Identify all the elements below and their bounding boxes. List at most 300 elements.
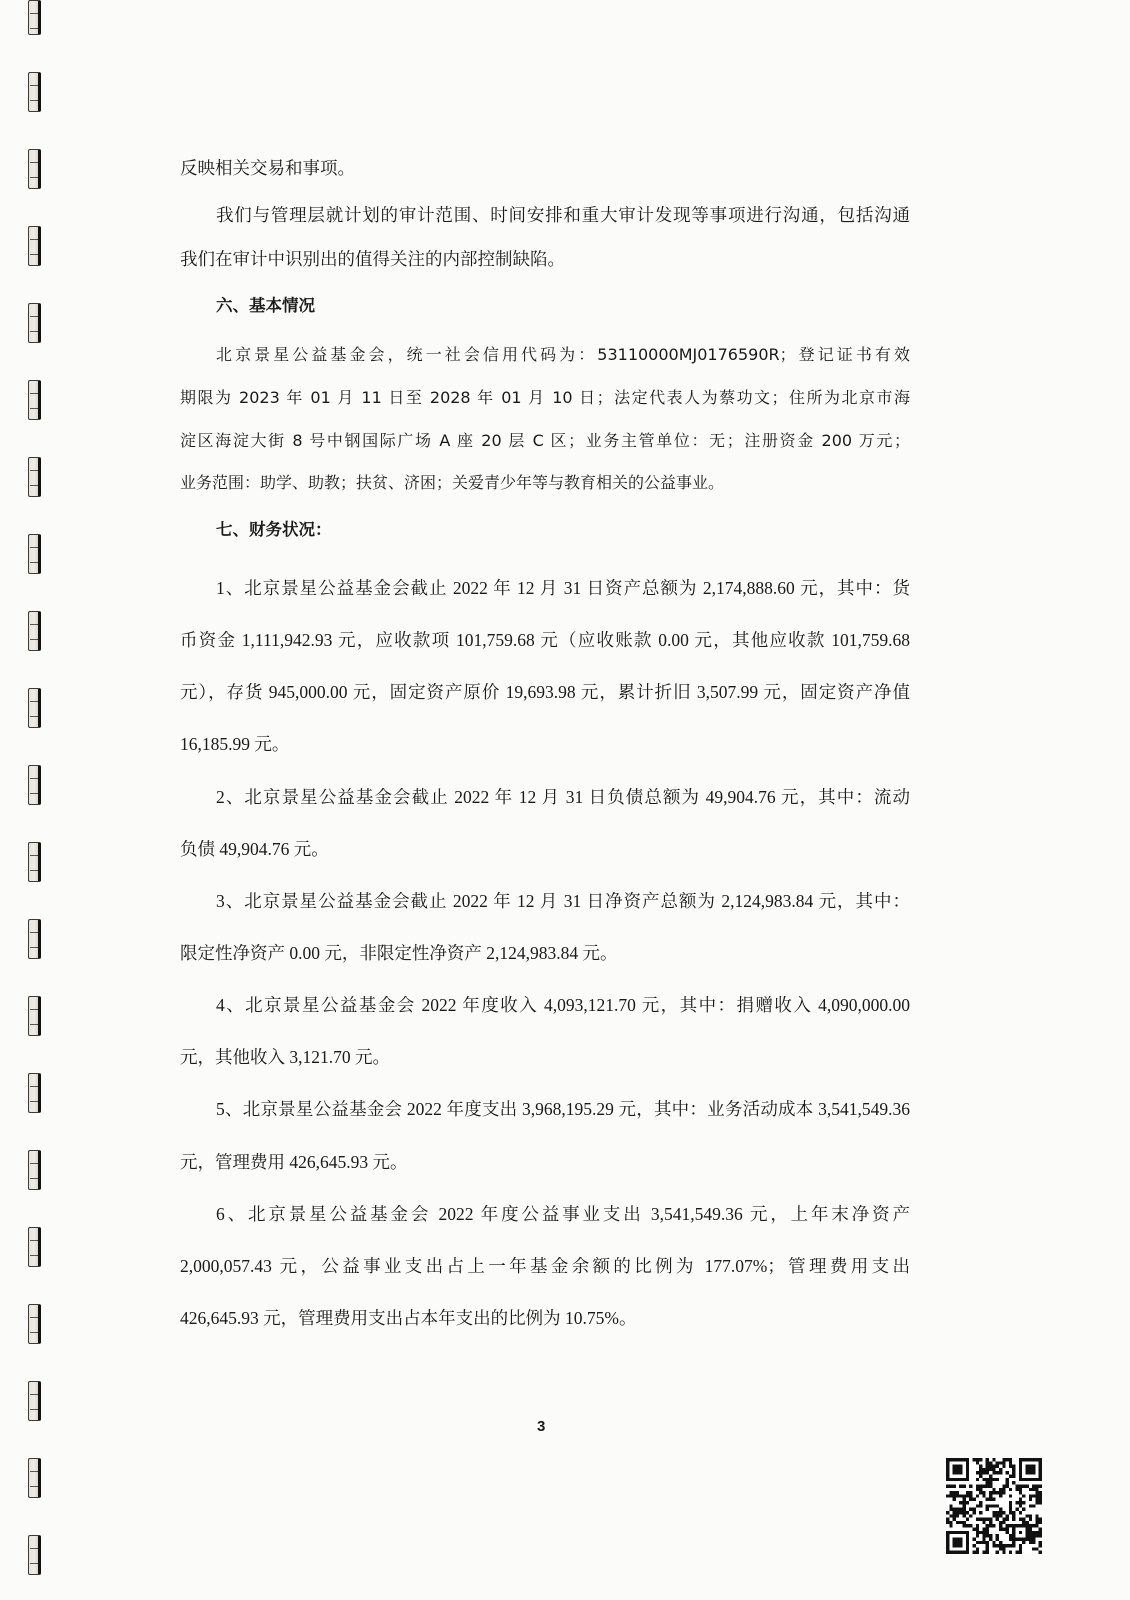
qr-module	[953, 1478, 956, 1481]
binding-hole-icon	[28, 611, 41, 651]
qr-module	[1025, 1478, 1028, 1481]
text-line: 16,185.99 元。	[180, 734, 290, 754]
qr-module	[986, 1465, 989, 1468]
qr-module	[956, 1531, 959, 1534]
qr-module	[1029, 1537, 1032, 1540]
qr-module	[959, 1551, 962, 1554]
qr-module	[1025, 1471, 1028, 1474]
qr-module	[959, 1531, 962, 1534]
qr-module	[963, 1504, 966, 1507]
qr-module	[1035, 1494, 1038, 1497]
qr-module	[956, 1508, 959, 1511]
text-line: 元，其他收入 3,121.70 元。	[180, 1047, 390, 1067]
qr-module	[1009, 1501, 1012, 1504]
qr-module	[1012, 1518, 1015, 1521]
qr-module	[946, 1511, 949, 1514]
qr-module	[1029, 1458, 1032, 1461]
qr-module	[1032, 1458, 1035, 1461]
qr-module	[1002, 1518, 1005, 1521]
qr-module	[1032, 1471, 1035, 1474]
qr-module	[1019, 1518, 1022, 1521]
binding-hole-icon	[28, 72, 41, 112]
qr-module	[972, 1508, 975, 1511]
qr-module	[1039, 1458, 1042, 1461]
qr-module	[989, 1475, 992, 1478]
qr-module	[1012, 1475, 1015, 1478]
qr-module	[1039, 1494, 1042, 1497]
qr-module	[992, 1541, 995, 1544]
qr-module	[992, 1478, 995, 1481]
qr-module	[986, 1534, 989, 1537]
qr-module	[976, 1518, 979, 1521]
qr-module	[992, 1471, 995, 1474]
qr-module	[979, 1491, 982, 1494]
qr-module	[953, 1544, 956, 1547]
qr-module	[1035, 1518, 1038, 1521]
qr-module	[1022, 1524, 1025, 1527]
qr-module	[1032, 1488, 1035, 1491]
qr-module	[1022, 1541, 1025, 1544]
qr-module	[1035, 1484, 1038, 1487]
qr-module	[969, 1491, 972, 1494]
qr-module	[999, 1468, 1002, 1471]
qr-module	[972, 1458, 975, 1461]
qr-module	[976, 1524, 979, 1527]
qr-module	[996, 1504, 999, 1507]
qr-module	[982, 1521, 985, 1524]
qr-module	[1039, 1501, 1042, 1504]
qr-module	[1016, 1508, 1019, 1511]
qr-module	[1022, 1478, 1025, 1481]
qr-module	[1029, 1465, 1032, 1468]
qr-module	[956, 1478, 959, 1481]
qr-module	[953, 1458, 956, 1461]
qr-module	[963, 1551, 966, 1554]
qr-module	[959, 1501, 962, 1504]
qr-module	[1039, 1461, 1042, 1464]
qr-module	[1006, 1514, 1009, 1517]
qr-module	[949, 1491, 952, 1494]
qr-module	[963, 1511, 966, 1514]
qr-module	[1012, 1471, 1015, 1474]
qr-module	[996, 1518, 999, 1521]
qr-module	[956, 1521, 959, 1524]
qr-module	[963, 1458, 966, 1461]
qr-module	[1032, 1478, 1035, 1481]
qr-module	[969, 1508, 972, 1511]
qr-module	[1012, 1541, 1015, 1544]
qr-module	[1032, 1494, 1035, 1497]
qr-module	[946, 1521, 949, 1524]
qr-module	[1006, 1524, 1009, 1527]
binding-hole-icon	[28, 1304, 41, 1344]
qr-module	[946, 1461, 949, 1464]
qr-module	[1029, 1528, 1032, 1531]
qr-module	[963, 1521, 966, 1524]
qr-module	[953, 1498, 956, 1501]
qr-module	[976, 1528, 979, 1531]
qr-module	[956, 1511, 959, 1514]
qr-module	[949, 1514, 952, 1517]
qr-module	[946, 1465, 949, 1468]
qr-module	[1009, 1504, 1012, 1507]
qr-module	[1029, 1494, 1032, 1497]
qr-module	[999, 1471, 1002, 1474]
qr-module	[959, 1478, 962, 1481]
qr-module	[1022, 1518, 1025, 1521]
qr-module	[1039, 1521, 1042, 1524]
qr-module	[946, 1544, 949, 1547]
qr-module	[1002, 1491, 1005, 1494]
qr-module	[986, 1478, 989, 1481]
qr-module	[1035, 1514, 1038, 1517]
qr-module	[1019, 1471, 1022, 1474]
qr-module	[966, 1478, 969, 1481]
page-number: 3	[537, 1418, 546, 1435]
qr-module	[1002, 1484, 1005, 1487]
qr-module	[986, 1471, 989, 1474]
qr-module	[1006, 1518, 1009, 1521]
binding-hole-icon	[28, 1150, 41, 1190]
qr-module	[963, 1531, 966, 1534]
qr-module	[986, 1551, 989, 1554]
text-line: 元），存货 945,000.00 元，固定资产原价 19,693.98 元，累计折旧 3,507.99 元，固定资产净值	[180, 682, 910, 702]
qr-module	[1002, 1465, 1005, 1468]
qr-module	[992, 1465, 995, 1468]
text-line: 期限为 2023 年 01 月 11 日至 2028 年 01 月 10 日；法定代表人为蔡功文；住所为北京市海	[180, 388, 910, 407]
qr-module	[999, 1544, 1002, 1547]
qr-module	[979, 1484, 982, 1487]
qr-module	[1012, 1531, 1015, 1534]
qr-module	[1006, 1484, 1009, 1487]
qr-module	[953, 1484, 956, 1487]
qr-module	[989, 1494, 992, 1497]
qr-module	[1025, 1528, 1028, 1531]
qr-module	[959, 1471, 962, 1474]
qr-module	[1019, 1488, 1022, 1491]
qr-module	[963, 1484, 966, 1487]
qr-module	[1016, 1524, 1019, 1527]
qr-module	[956, 1471, 959, 1474]
qr-module	[986, 1518, 989, 1521]
qr-module	[1039, 1518, 1042, 1521]
qr-module	[969, 1494, 972, 1497]
qr-module	[959, 1484, 962, 1487]
qr-code-icon	[945, 1458, 1043, 1554]
qr-module	[969, 1524, 972, 1527]
qr-module	[969, 1514, 972, 1517]
binding-hole-icon	[28, 303, 41, 343]
qr-module	[999, 1488, 1002, 1491]
text-line: 币资金 1,111,942.93 元，应收款项 101,759.68 元（应收账款 0.00 元，其他应收款 101,759.68	[180, 630, 910, 650]
qr-module	[1019, 1531, 1022, 1534]
qr-module	[1019, 1468, 1022, 1471]
qr-module	[956, 1468, 959, 1471]
qr-module	[1012, 1481, 1015, 1484]
qr-module	[1032, 1468, 1035, 1471]
qr-module	[1002, 1511, 1005, 1514]
binding-hole-icon	[28, 1227, 41, 1267]
qr-module	[1039, 1498, 1042, 1501]
qr-module	[966, 1537, 969, 1540]
qr-module	[966, 1501, 969, 1504]
qr-module	[996, 1514, 999, 1517]
qr-module	[1035, 1488, 1038, 1491]
qr-module	[946, 1475, 949, 1478]
qr-module	[1002, 1488, 1005, 1491]
qr-module	[1035, 1534, 1038, 1537]
qr-module	[992, 1511, 995, 1514]
qr-module	[976, 1551, 979, 1554]
qr-module	[946, 1468, 949, 1471]
qr-module	[979, 1471, 982, 1474]
qr-module	[992, 1524, 995, 1527]
qr-module	[1025, 1534, 1028, 1537]
qr-module	[976, 1534, 979, 1537]
qr-module	[1019, 1475, 1022, 1478]
qr-module	[989, 1461, 992, 1464]
qr-module	[999, 1541, 1002, 1544]
text-line: 限定性净资产 0.00 元，非限定性净资产 2,124,983.84 元。	[180, 943, 618, 963]
qr-module	[1016, 1537, 1019, 1540]
qr-module	[966, 1551, 969, 1554]
qr-module	[1032, 1547, 1035, 1550]
qr-module	[1039, 1551, 1042, 1554]
qr-module	[1025, 1531, 1028, 1534]
qr-module	[1009, 1508, 1012, 1511]
qr-module	[1019, 1544, 1022, 1547]
qr-module	[1022, 1501, 1025, 1504]
qr-module	[1002, 1461, 1005, 1464]
qr-module	[1032, 1534, 1035, 1537]
qr-module	[999, 1461, 1002, 1464]
qr-module	[959, 1521, 962, 1524]
qr-module	[1032, 1465, 1035, 1468]
qr-module	[966, 1547, 969, 1550]
qr-module	[1029, 1471, 1032, 1474]
qr-module	[1006, 1471, 1009, 1474]
qr-module	[986, 1524, 989, 1527]
qr-module	[976, 1504, 979, 1507]
text-line: 3、北京景星公益基金会截止 2022 年 12 月 31 日净资产总额为 2,124,983.84 元，其中：	[216, 891, 910, 911]
qr-module	[989, 1534, 992, 1537]
qr-module	[1019, 1478, 1022, 1481]
binding-hole-icon	[28, 1535, 41, 1575]
qr-module	[989, 1524, 992, 1527]
binding-hole-icon	[28, 1073, 41, 1113]
qr-module	[989, 1465, 992, 1468]
qr-module	[1022, 1458, 1025, 1461]
qr-module	[959, 1537, 962, 1540]
qr-module	[1039, 1544, 1042, 1547]
binding-hole-icon	[28, 996, 41, 1036]
qr-module	[966, 1541, 969, 1544]
text-line: 反映相关交易和事项。	[180, 158, 355, 178]
qr-module	[982, 1518, 985, 1521]
qr-module	[1009, 1488, 1012, 1491]
qr-module	[1006, 1544, 1009, 1547]
qr-module	[976, 1541, 979, 1544]
qr-module	[1032, 1504, 1035, 1507]
qr-module	[979, 1465, 982, 1468]
qr-module	[959, 1541, 962, 1544]
qr-module	[1039, 1484, 1042, 1487]
qr-module	[949, 1504, 952, 1507]
qr-module	[1019, 1511, 1022, 1514]
qr-module	[989, 1518, 992, 1521]
binding-hole-icon	[28, 765, 41, 805]
qr-module	[999, 1508, 1002, 1511]
qr-module	[1025, 1484, 1028, 1487]
qr-module	[979, 1468, 982, 1471]
qr-module	[979, 1504, 982, 1507]
qr-module	[1009, 1551, 1012, 1554]
qr-module	[976, 1461, 979, 1464]
qr-module	[1019, 1547, 1022, 1550]
binding-hole-icon	[28, 226, 41, 266]
text-line: 元，管理费用 426,645.93 元。	[180, 1152, 408, 1172]
qr-module	[982, 1491, 985, 1494]
qr-module	[1029, 1468, 1032, 1471]
qr-module	[1002, 1458, 1005, 1461]
qr-module	[1035, 1491, 1038, 1494]
qr-module	[966, 1524, 969, 1527]
qr-module	[972, 1498, 975, 1501]
qr-module	[972, 1537, 975, 1540]
qr-module	[949, 1458, 952, 1461]
qr-module	[1032, 1531, 1035, 1534]
qr-module	[946, 1534, 949, 1537]
qr-module	[956, 1491, 959, 1494]
qr-module	[956, 1537, 959, 1540]
qr-module	[1039, 1541, 1042, 1544]
qr-module	[1025, 1468, 1028, 1471]
qr-module	[1022, 1508, 1025, 1511]
qr-module	[996, 1534, 999, 1537]
qr-module	[989, 1468, 992, 1471]
qr-module	[976, 1494, 979, 1497]
qr-module	[986, 1544, 989, 1547]
qr-module	[956, 1514, 959, 1517]
qr-module	[1019, 1498, 1022, 1501]
qr-module	[972, 1551, 975, 1554]
qr-module	[946, 1537, 949, 1540]
qr-module	[946, 1551, 949, 1554]
qr-module	[1012, 1528, 1015, 1531]
qr-module	[986, 1461, 989, 1464]
qr-module	[966, 1511, 969, 1514]
qr-module	[966, 1518, 969, 1521]
qr-module	[1002, 1544, 1005, 1547]
text-line: 负债 49,904.76 元。	[180, 839, 329, 859]
text-line: 2、北京景星公益基金会截止 2022 年 12 月 31 日负债总额为 49,904.76 元，其中：流动	[216, 787, 910, 807]
qr-module	[992, 1504, 995, 1507]
qr-module	[1039, 1475, 1042, 1478]
qr-module	[1006, 1478, 1009, 1481]
qr-module	[1019, 1524, 1022, 1527]
qr-module	[996, 1465, 999, 1468]
qr-module	[959, 1511, 962, 1514]
binding-strip	[28, 0, 46, 1600]
qr-module	[1009, 1534, 1012, 1537]
qr-module	[966, 1494, 969, 1497]
qr-module	[1009, 1511, 1012, 1514]
qr-module	[1029, 1531, 1032, 1534]
qr-module	[976, 1531, 979, 1534]
qr-module	[959, 1468, 962, 1471]
qr-module	[946, 1518, 949, 1521]
qr-module	[989, 1521, 992, 1524]
qr-module	[1019, 1551, 1022, 1554]
qr-module	[953, 1537, 956, 1540]
qr-module	[953, 1465, 956, 1468]
qr-module	[999, 1521, 1002, 1524]
qr-module	[956, 1458, 959, 1461]
qr-module	[1029, 1534, 1032, 1537]
qr-module	[972, 1511, 975, 1514]
qr-module	[1019, 1537, 1022, 1540]
qr-module	[953, 1471, 956, 1474]
qr-module	[959, 1465, 962, 1468]
qr-module	[999, 1514, 1002, 1517]
binding-hole-icon	[28, 457, 41, 497]
qr-module	[986, 1481, 989, 1484]
qr-module	[1039, 1465, 1042, 1468]
qr-module	[1012, 1524, 1015, 1527]
qr-module	[1029, 1478, 1032, 1481]
qr-module	[982, 1551, 985, 1554]
qr-module	[989, 1484, 992, 1487]
qr-module	[959, 1494, 962, 1497]
qr-module	[1019, 1504, 1022, 1507]
qr-module	[1039, 1528, 1042, 1531]
qr-module	[989, 1498, 992, 1501]
qr-module	[959, 1458, 962, 1461]
qr-module	[979, 1458, 982, 1461]
qr-module	[972, 1528, 975, 1531]
qr-module	[996, 1537, 999, 1540]
text-line: 6、北京景星公益基金会 2022 年度公益事业支出 3,541,549.36 元，上年末净资产	[216, 1204, 910, 1224]
qr-module	[976, 1478, 979, 1481]
qr-module	[1009, 1458, 1012, 1461]
qr-module	[953, 1491, 956, 1494]
text-line: 北京景星公益基金会，统一社会信用代码为：53110000MJ0176590R；登记证书有效	[216, 345, 910, 364]
qr-module	[986, 1547, 989, 1550]
qr-module	[953, 1511, 956, 1514]
qr-module	[996, 1461, 999, 1464]
binding-hole-icon	[28, 380, 41, 420]
qr-module	[1029, 1541, 1032, 1544]
qr-module	[982, 1468, 985, 1471]
text-line: 我们与管理层就计划的审计范围、时间安排和重大审计发现等事项进行沟通，包括沟通	[216, 205, 910, 225]
text-line: 426,645.93 元，管理费用支出占本年支出的比例为 10.75%。	[180, 1308, 637, 1328]
qr-module	[966, 1465, 969, 1468]
text-line: 2,000,057.43 元，公益事业支出占上一年基金余额的比例为 177.07%；管理费用支出	[180, 1256, 910, 1276]
qr-module	[1019, 1491, 1022, 1494]
qr-module	[956, 1465, 959, 1468]
qr-module	[989, 1504, 992, 1507]
qr-module	[982, 1528, 985, 1531]
text-line: 业务范围：助学、助教；扶贫、济困；关爱青少年等与教育相关的公益事业。	[180, 473, 725, 492]
qr-module	[992, 1498, 995, 1501]
qr-module	[992, 1458, 995, 1461]
qr-module	[946, 1531, 949, 1534]
qr-module	[953, 1508, 956, 1511]
qr-module	[966, 1458, 969, 1461]
binding-hole-icon	[28, 688, 41, 728]
qr-module	[979, 1501, 982, 1504]
qr-module	[996, 1511, 999, 1514]
